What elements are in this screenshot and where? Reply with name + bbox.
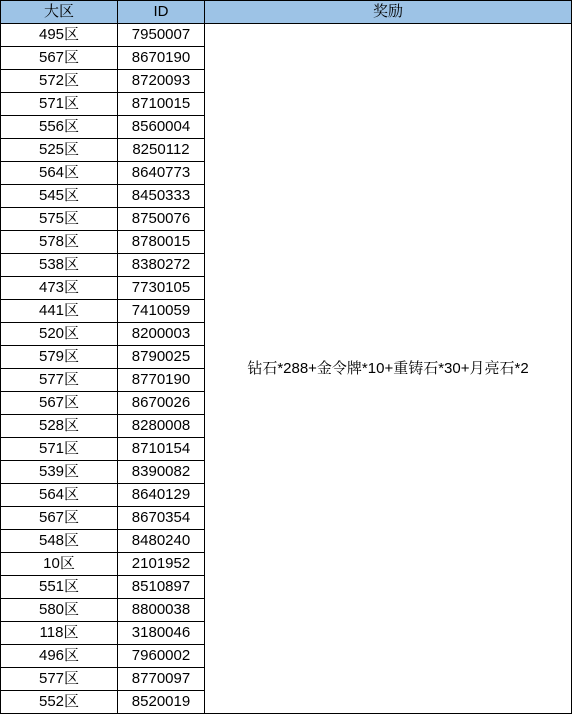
region-cell: 548区 xyxy=(1,530,118,553)
region-cell: 496区 xyxy=(1,645,118,668)
id-cell: 8640773 xyxy=(118,162,205,185)
id-cell: 8790025 xyxy=(118,346,205,369)
region-cell: 473区 xyxy=(1,277,118,300)
id-cell: 8670354 xyxy=(118,507,205,530)
id-cell: 8510897 xyxy=(118,576,205,599)
region-cell: 577区 xyxy=(1,369,118,392)
id-cell: 7730105 xyxy=(118,277,205,300)
table-row xyxy=(1,24,572,47)
region-cell: 538区 xyxy=(1,254,118,277)
region-cell: 577区 xyxy=(1,668,118,691)
id-cell: 2101952 xyxy=(118,553,205,576)
id-cell: 8800038 xyxy=(118,599,205,622)
region-cell: 556区 xyxy=(1,116,118,139)
region-cell: 564区 xyxy=(1,484,118,507)
id-cell: 8720093 xyxy=(118,70,205,93)
region-cell: 552区 xyxy=(1,691,118,714)
id-cell: 7950007 xyxy=(118,24,205,47)
region-cell: 118区 xyxy=(1,622,118,645)
id-cell: 8250112 xyxy=(118,139,205,162)
id-cell: 8520019 xyxy=(118,691,205,714)
region-cell: 528区 xyxy=(1,415,118,438)
id-cell: 7410059 xyxy=(118,300,205,323)
header-region: 大区 xyxy=(1,1,118,24)
region-cell: 525区 xyxy=(1,139,118,162)
id-cell: 3180046 xyxy=(118,622,205,645)
region-cell: 572区 xyxy=(1,70,118,93)
region-cell: 545区 xyxy=(1,185,118,208)
id-cell: 8710015 xyxy=(118,93,205,116)
region-cell: 580区 xyxy=(1,599,118,622)
id-cell: 8710154 xyxy=(118,438,205,461)
region-cell: 441区 xyxy=(1,300,118,323)
header-row xyxy=(1,1,572,24)
region-cell: 571区 xyxy=(1,93,118,116)
id-cell: 8450333 xyxy=(118,185,205,208)
id-cell: 8380272 xyxy=(118,254,205,277)
region-cell: 564区 xyxy=(1,162,118,185)
id-cell: 8480240 xyxy=(118,530,205,553)
region-cell: 571区 xyxy=(1,438,118,461)
id-cell: 8780015 xyxy=(118,231,205,254)
region-cell: 10区 xyxy=(1,553,118,576)
region-cell: 495区 xyxy=(1,24,118,47)
id-cell: 7960002 xyxy=(118,645,205,668)
id-cell: 8280008 xyxy=(118,415,205,438)
id-cell: 8770097 xyxy=(118,668,205,691)
id-cell: 8560004 xyxy=(118,116,205,139)
id-cell: 8670026 xyxy=(118,392,205,415)
table-body xyxy=(1,24,572,714)
region-cell: 567区 xyxy=(1,392,118,415)
reward-cell: 钻石*288+金令牌*10+重铸石*30+月亮石*2 xyxy=(205,24,572,714)
region-cell: 539区 xyxy=(1,461,118,484)
region-cell: 579区 xyxy=(1,346,118,369)
region-cell: 567区 xyxy=(1,507,118,530)
region-cell: 578区 xyxy=(1,231,118,254)
id-cell: 8200003 xyxy=(118,323,205,346)
region-cell: 520区 xyxy=(1,323,118,346)
header-id: ID xyxy=(118,1,205,24)
id-cell: 8390082 xyxy=(118,461,205,484)
id-cell: 8770190 xyxy=(118,369,205,392)
region-cell: 567区 xyxy=(1,47,118,70)
id-cell: 8670190 xyxy=(118,47,205,70)
region-cell: 551区 xyxy=(1,576,118,599)
header-reward: 奖励 xyxy=(205,1,572,24)
id-cell: 8640129 xyxy=(118,484,205,507)
region-cell: 575区 xyxy=(1,208,118,231)
id-cell: 8750076 xyxy=(118,208,205,231)
